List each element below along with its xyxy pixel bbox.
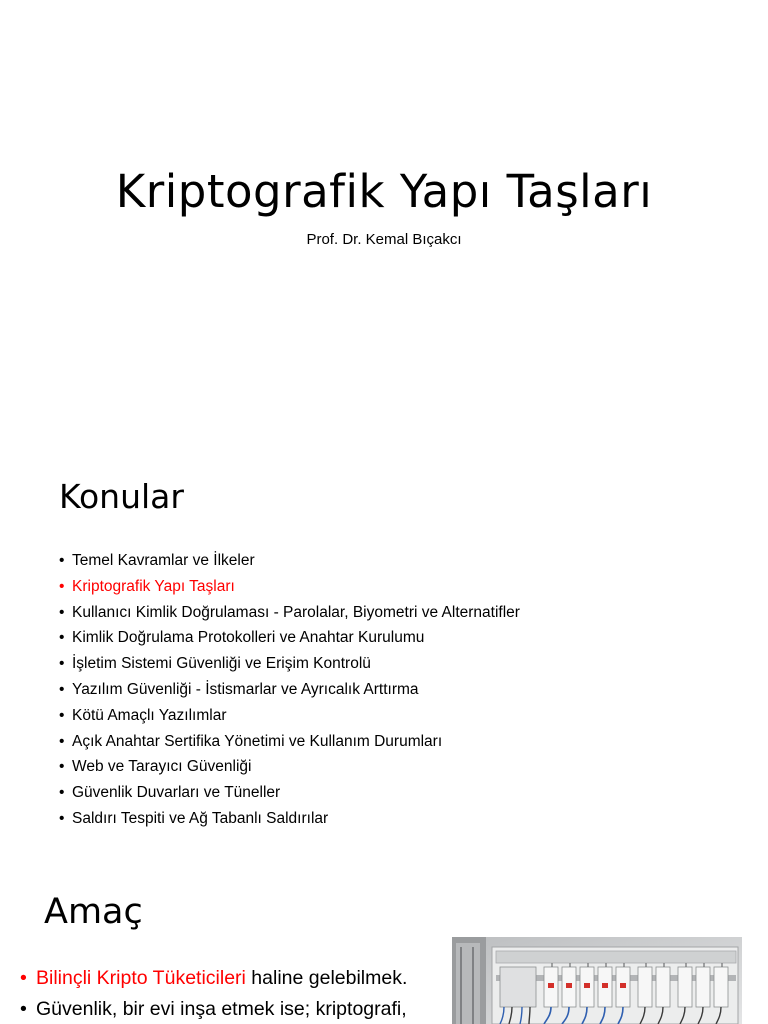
topic-item: • Saldırı Tespiti ve Ağ Tabanlı Saldırılar [59, 806, 520, 832]
topic-item: • Web ve Tarayıcı Güvenliği [59, 754, 520, 780]
topics-list [59, 548, 520, 832]
highlighted-phrase: Bilinçli Kripto Tüketicileri [36, 967, 246, 989]
topic-item: • Kötü Amaçlı Yazılımlar [59, 703, 520, 729]
purpose-slide [0, 864, 768, 1024]
purpose-list [20, 963, 407, 1024]
presentation-title: Kriptografik Yapı Taşları [115, 165, 653, 218]
purpose-item: • Güvenlik, bir evi inşa etmek ise; kriptografi, [20, 994, 407, 1024]
topic-item: • Yazılım Güvenliği - İstismarlar ve Ayrıcalık Arttırma [59, 677, 520, 703]
topics-slide [0, 432, 768, 864]
topic-item-active: • Kriptografik Yapı Taşları [59, 574, 520, 600]
electrical-panel-image [452, 937, 742, 1024]
topic-item: • Kullanıcı Kimlik Doğrulaması - Parolalar, Biyometri ve Alternatifler [59, 600, 520, 626]
purpose-item-text: haline gelebilmek. [245, 967, 408, 989]
title-slide [0, 0, 768, 432]
topic-item: • Temel Kavramlar ve İlkeler [59, 548, 520, 574]
topic-item: • Güvenlik Duvarları ve Tüneller [59, 780, 520, 806]
electrical-panel-drawing [452, 937, 742, 1024]
purpose-item [20, 963, 407, 994]
purpose-heading: Amaç [44, 892, 143, 932]
author-name: Prof. Dr. Kemal Bıçakcı [306, 231, 462, 248]
topic-item: • Kimlik Doğrulama Protokolleri ve Anahtar Kurulumu [59, 625, 520, 651]
topic-item: • İşletim Sistemi Güvenliği ve Erişim Kontrolü [59, 651, 520, 677]
topics-heading: Konular [59, 477, 184, 516]
topic-item: • Açık Anahtar Sertifika Yönetimi ve Kullanım Durumları [59, 729, 520, 755]
